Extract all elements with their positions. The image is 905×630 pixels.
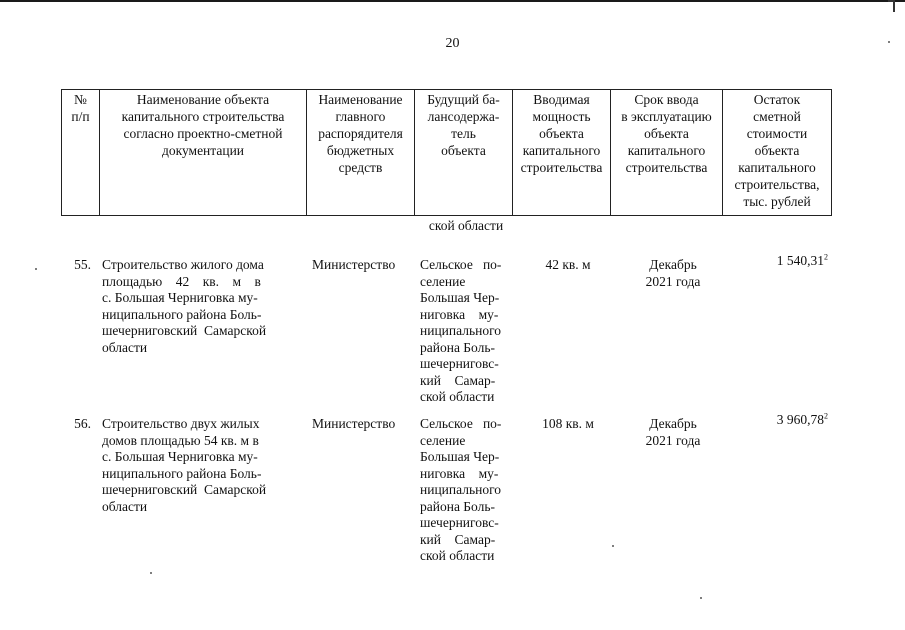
text-line: ской области — [420, 389, 495, 404]
header-line: объекта — [441, 143, 486, 158]
text-line: Большая Чер- — [420, 290, 500, 305]
carryover-text: ской области — [428, 218, 504, 233]
capacity: 42 кв. м — [545, 257, 591, 272]
deadline — [619, 257, 727, 290]
header-line: п/п — [71, 109, 90, 124]
header-line: объекта — [754, 143, 800, 158]
text-line: Строительство жилого дома — [102, 257, 264, 272]
distributor: Министерство — [312, 257, 396, 272]
header-line: капитального — [522, 143, 601, 158]
object-name — [102, 257, 298, 356]
header-line: стоимости — [746, 126, 808, 141]
scan-speck — [35, 268, 37, 270]
text-line: шечерниговский Самарской — [102, 482, 267, 497]
table-header — [61, 89, 832, 216]
row-number: 55. — [74, 257, 91, 272]
text-line: Строительство двух жилых — [102, 416, 260, 431]
text-line: с. Большая Черниговка му- — [102, 290, 258, 305]
header-line: строительства — [625, 160, 708, 175]
text-line: кий Самар- — [420, 531, 496, 547]
capacity: 108 кв. м — [542, 416, 594, 431]
text-line: шечерниговс- — [420, 515, 499, 530]
header-line: бюджетных — [326, 143, 395, 158]
balance-holder — [420, 416, 516, 565]
scan-corner-mark — [888, 0, 895, 12]
deadline — [619, 416, 727, 449]
text-line: ской области — [420, 548, 495, 563]
header-line: Наименование — [318, 92, 403, 107]
distributor: Министерство — [312, 416, 396, 431]
text-line: района Боль- — [420, 498, 496, 514]
text-line: Декабрь — [649, 416, 697, 431]
text-line: области — [102, 498, 148, 514]
page-number: 20 — [445, 36, 460, 51]
header-line: Вводимая — [533, 92, 590, 107]
text-line: домов площадью 54 кв. м в — [102, 432, 259, 448]
header-line: Будущий ба- — [427, 92, 500, 107]
header-col-capacity — [513, 90, 611, 216]
object-name — [102, 416, 298, 515]
text-line: селение — [420, 273, 466, 289]
header-line: капитального строительства — [121, 109, 285, 124]
header-line: Наименование объекта — [136, 92, 270, 107]
header-line: капитального — [738, 160, 816, 175]
header-col-holder — [415, 90, 513, 216]
header-line: документации — [161, 143, 245, 158]
text-line: ниговка му- — [420, 306, 499, 322]
header-line: строительства — [520, 160, 603, 175]
text-line: 2021 года — [645, 432, 701, 448]
header-line: средств — [338, 160, 383, 175]
footnote-mark: 2 — [824, 411, 828, 421]
header-line: главного — [335, 109, 386, 124]
text-line: ниципального — [420, 482, 502, 497]
balance-holder — [420, 257, 516, 406]
header-col-cost — [723, 90, 832, 216]
scan-speck — [150, 572, 152, 574]
text-line: области — [102, 339, 148, 355]
header-line: Срок ввода — [634, 92, 699, 107]
remaining-cost — [730, 253, 828, 270]
header-line: лансодержа- — [427, 109, 500, 124]
header-line: в эксплуатацию — [621, 109, 712, 124]
header-col-deadline — [611, 90, 723, 216]
text-line: селение — [420, 432, 466, 448]
text-line: Сельское по- — [420, 416, 502, 431]
header-line: согласно проектно-сметной — [123, 126, 283, 141]
text-line: Большая Чер- — [420, 449, 500, 464]
header-line: тыс. рублей — [743, 194, 811, 209]
text-line: ниципального — [420, 323, 502, 338]
text-line: ниговка му- — [420, 465, 499, 481]
header-line: объекта — [644, 126, 689, 141]
header-col-number — [62, 90, 100, 216]
header-line: Остаток — [753, 92, 801, 107]
header-line: капитального — [627, 143, 706, 158]
text-line: 2021 года — [645, 273, 701, 289]
text-line: ниципального района Боль- — [102, 465, 262, 481]
header-line: № — [74, 92, 87, 107]
text-line: с. Большая Черниговка му- — [102, 449, 258, 464]
header-col-distributor — [307, 90, 415, 216]
scan-speck — [612, 545, 614, 547]
header-line: мощность — [532, 109, 591, 124]
text-line: района Боль- — [420, 339, 496, 355]
row-number: 56. — [74, 416, 91, 431]
footnote-mark: 2 — [824, 252, 828, 262]
header-line: тель — [451, 126, 476, 141]
text-line: шечерниговс- — [420, 356, 499, 371]
text-line: кий Самар- — [420, 372, 496, 388]
text-line: шечерниговский Самарской — [102, 323, 267, 338]
text-line: Декабрь — [649, 257, 697, 272]
header-line: объекта — [539, 126, 584, 141]
text-line: ниципального района Боль- — [102, 306, 262, 322]
remaining-cost — [730, 412, 828, 429]
header-line: распорядителя — [318, 126, 403, 141]
scan-speck — [700, 597, 702, 599]
header-col-object-name — [100, 90, 307, 216]
text-line: площадью 42 кв. м в — [102, 273, 261, 289]
header-line: строительства, — [734, 177, 820, 192]
text-line: Сельское по- — [420, 257, 502, 272]
remaining-cost-value: 1 540,31 — [776, 253, 824, 268]
header-line: сметной — [753, 109, 801, 124]
scan-edge — [0, 0, 905, 2]
remaining-cost-value: 3 960,78 — [776, 412, 824, 427]
